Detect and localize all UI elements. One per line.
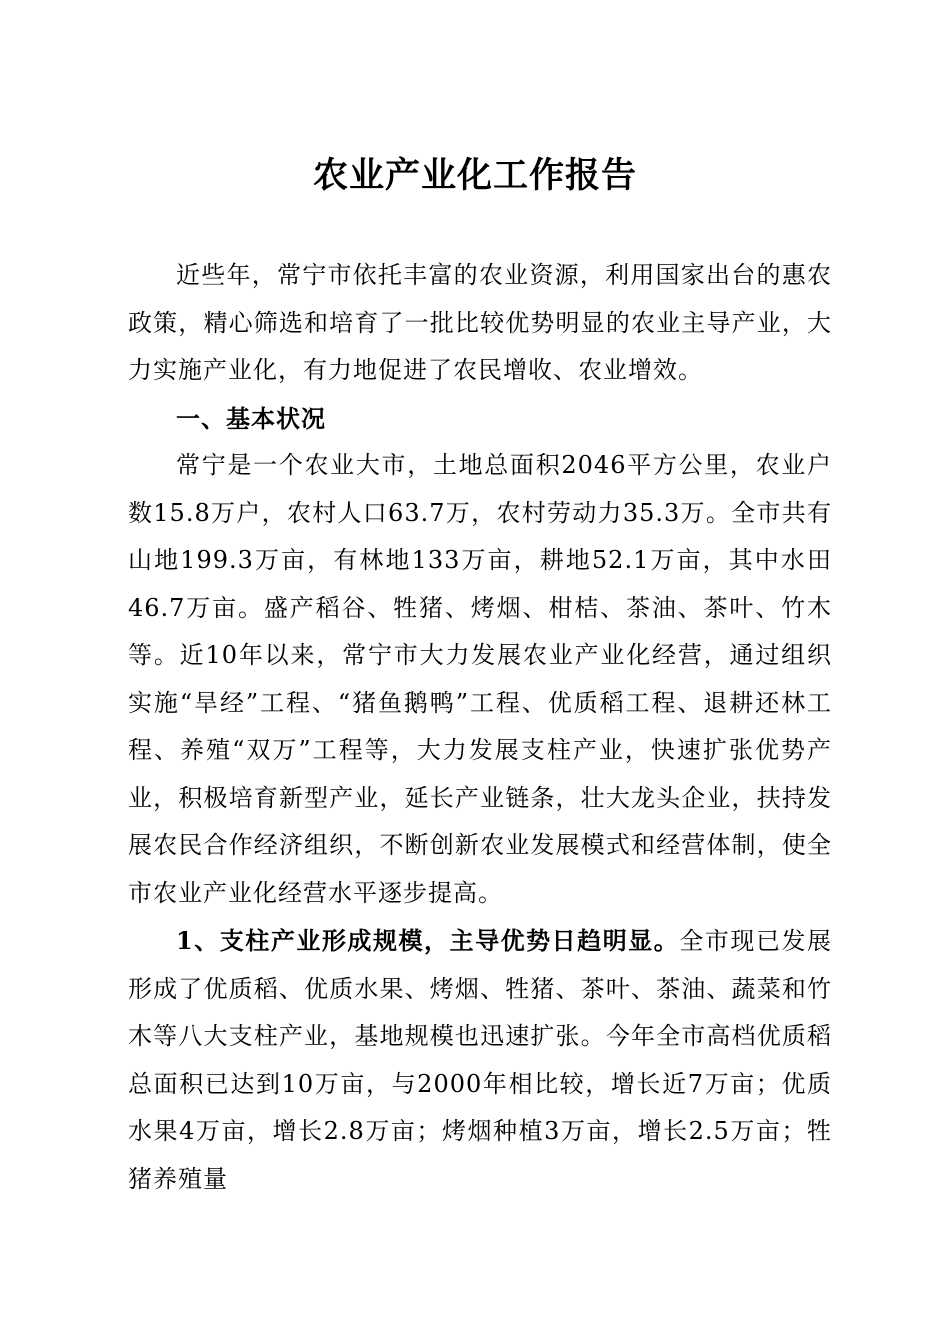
point-text: 全市现已发展形成了优质稻、优质水果、烤烟、牲猪、茶叶、茶油、蔬菜和竹木等八大支柱产业，基地规模也迅速扩张。今年全市高档优质稻总面积已达到10万亩，与2000年相比较，增长近7万亩；优质水果4万亩，增长2.8万亩；烤烟种植3万亩，增长2.5万亩；牲猪养殖量 [128,927,833,1193]
section-paragraph: 常宁是一个农业大市，土地总面积2046平方公里，农业户数15.8万户，农村人口63.7万，农村劳动力35.3万。全市共有山地199.3万亩，有林地133万亩，耕地52.1万亩，其中水田46.7万亩。盛产稻谷、牲猪、烤烟、柑桔、茶油、茶叶、竹木等。近10年以来，常宁市大力发展农业产业化经营，通过组织实施“旱经”工程、“猪鱼鹅鸭”工程、优质稻工程、退耕还林工程、养殖“双万”工程等，大力发展支柱产业，快速扩张优势产业，积极培育新型产业，延长产业链条，壮大龙头企业，扶持发展农民合作经济组织，不断创新农业发展模式和经营体制，使全市农业产业化经营水平逐步提高。 [128,451,832,907]
section-heading: 一、基本状况 [176,403,326,433]
document-body [128,252,832,1203]
intro-paragraph: 近些年，常宁市依托丰富的农业资源，利用国家出台的惠农政策，精心筛选和培育了一批比较优势明显的农业主导产业，大力实施产业化，有力地促进了农民增收、农业增效。 [128,261,832,384]
document-title: 农业产业化工作报告 [312,155,637,196]
point-paragraph [128,917,832,1203]
point-lead: 1、支柱产业形成规模，主导优势日趋明显。 [176,926,680,955]
